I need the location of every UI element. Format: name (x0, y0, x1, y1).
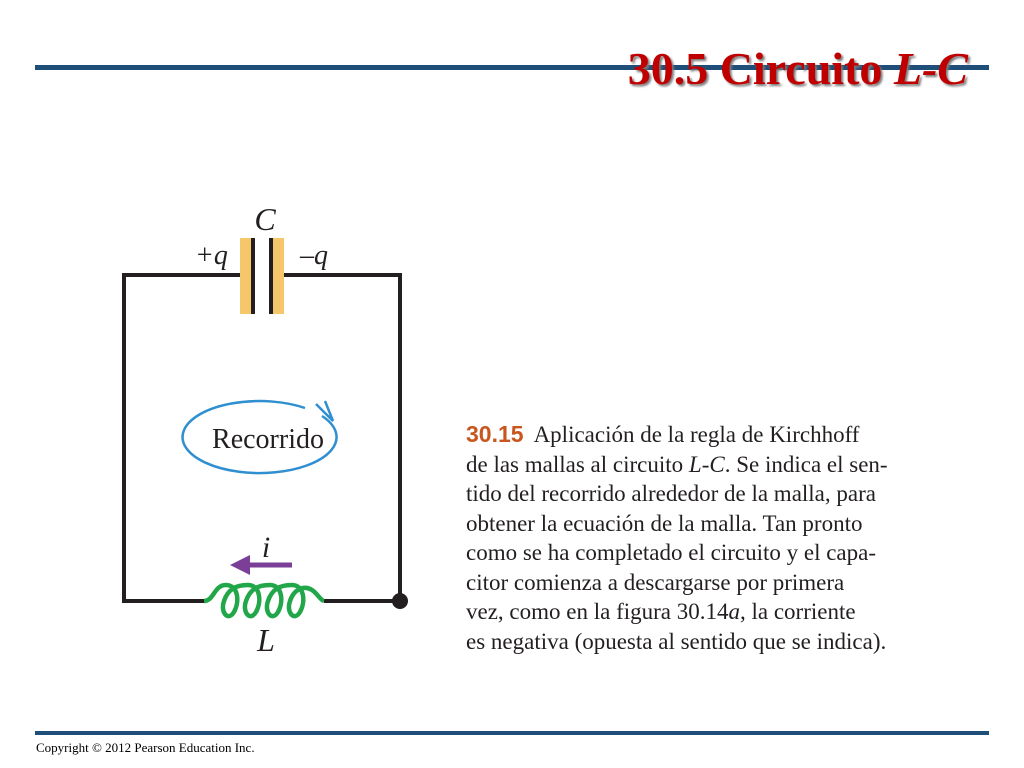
inductor-label: L (257, 622, 275, 658)
capacitor-label: C (254, 201, 276, 237)
junction-node (392, 593, 408, 609)
capacitor-plate-left (240, 238, 252, 314)
arrow-left-icon (230, 555, 250, 575)
copyright-notice: Copyright © 2012 Pearson Education Inc. (36, 740, 255, 755)
current-label: i (261, 531, 271, 564)
inductor-coil (204, 585, 324, 616)
capacitor (240, 238, 284, 314)
footer-rule (35, 731, 989, 735)
capacitor-plate-right (272, 238, 284, 314)
slide-title: 30.5 Circuito L-C (627, 43, 968, 94)
loop-label: Recorrido (212, 424, 324, 455)
figure-caption: 30.15 Aplicación de la regla de Kirchhoff de las mallas al circuito L-C. Se indica el sen- tido del recorrido alrededor de la malla, para obtener la ecuación de la malla. Tan pronto como se ha completado el circuito y el capa- citor comienza a descargarse por primera vez, como en la figura 30.14a, la corriente es negativa (opuesta al sentido que se indica). (466, 421, 888, 654)
figure-number: 30.15 (466, 421, 524, 447)
plus-charge-label: +q (195, 240, 228, 271)
minus-charge-label: –q (300, 240, 328, 271)
